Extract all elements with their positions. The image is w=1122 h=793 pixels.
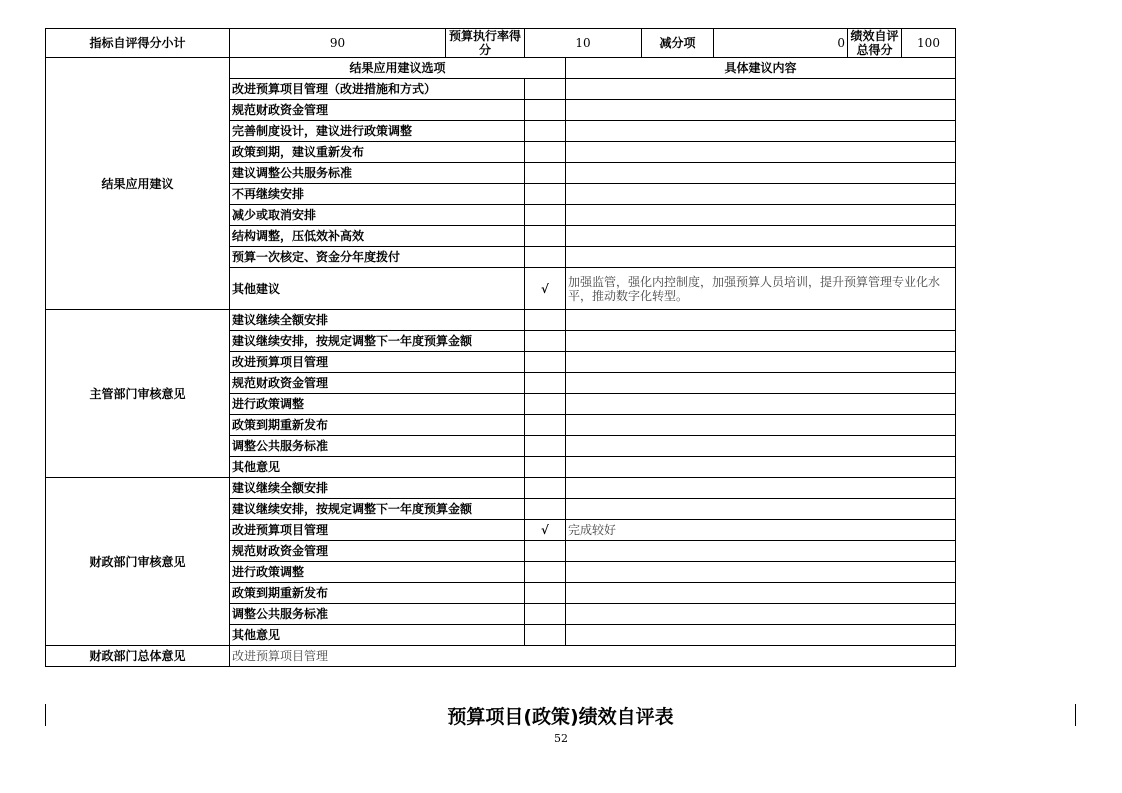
option-text: 其他意见	[230, 457, 525, 478]
check-mark	[525, 100, 566, 121]
option-text: 改进预算项目管理（改进措施和方式）	[230, 79, 525, 100]
option-text: 建议继续安排，按规定调整下一年度预算金额	[230, 499, 525, 520]
detail-content	[566, 310, 956, 331]
detail-content: 完成较好	[566, 520, 956, 541]
option-text: 政策到期重新发布	[230, 415, 525, 436]
detail-content	[566, 352, 956, 373]
option-text: 减少或取消安排	[230, 205, 525, 226]
detail-content	[566, 226, 956, 247]
section-label: 结果应用建议	[46, 58, 230, 310]
option-text: 结构调整，压低效补高效	[230, 226, 525, 247]
check-mark	[525, 352, 566, 373]
detail-content	[566, 373, 956, 394]
detail-content	[566, 121, 956, 142]
check-mark	[525, 205, 566, 226]
summary-row	[46, 29, 956, 58]
check-mark	[525, 625, 566, 646]
option-text: 规范财政资金管理	[230, 100, 525, 121]
options-header: 结果应用建议选项	[230, 58, 566, 79]
check-mark	[525, 184, 566, 205]
detail-content	[566, 562, 956, 583]
check-mark	[525, 583, 566, 604]
check-mark	[525, 121, 566, 142]
check-mark	[525, 541, 566, 562]
detail-content	[566, 100, 956, 121]
exec-rate-label: 预算执行率得分	[446, 29, 525, 58]
check-mark	[525, 394, 566, 415]
option-text: 进行政策调整	[230, 562, 525, 583]
option-text: 政策到期，建议重新发布	[230, 142, 525, 163]
check-mark	[525, 478, 566, 499]
table-row	[46, 310, 956, 331]
section-label: 主管部门审核意见	[46, 310, 230, 478]
detail-content	[566, 394, 956, 415]
detail-content: 加强监管，强化内控制度，加强预算人员培训，提升预算管理专业化水平，推动数字化转型。	[566, 268, 956, 310]
check-mark	[525, 457, 566, 478]
evaluation-table	[45, 28, 956, 667]
header-row	[46, 58, 956, 79]
detail-content	[566, 184, 956, 205]
check-mark	[525, 499, 566, 520]
total-score-value: 100	[902, 29, 956, 58]
total-score-label: 绩效自评总得分	[848, 29, 902, 58]
deduction-label: 减分项	[642, 29, 714, 58]
detail-content	[566, 478, 956, 499]
overall-row	[46, 646, 956, 667]
option-text: 改进预算项目管理	[230, 352, 525, 373]
page-number: 52	[554, 732, 568, 745]
check-mark: √	[525, 268, 566, 310]
option-text: 进行政策调整	[230, 394, 525, 415]
option-text: 完善制度设计，建议进行政策调整	[230, 121, 525, 142]
check-mark	[525, 415, 566, 436]
option-text: 建议调整公共服务标准	[230, 163, 525, 184]
check-mark	[525, 310, 566, 331]
check-mark	[525, 436, 566, 457]
option-text: 建议继续全额安排	[230, 310, 525, 331]
option-text: 不再继续安排	[230, 184, 525, 205]
check-mark	[525, 226, 566, 247]
detail-content	[566, 583, 956, 604]
bottom-frame	[45, 704, 1076, 726]
option-text: 规范财政资金管理	[230, 373, 525, 394]
check-mark	[525, 79, 566, 100]
detail-content	[566, 457, 956, 478]
indicator-score-value: 90	[230, 29, 446, 58]
overall-value: 改进预算项目管理	[230, 646, 956, 667]
section-label: 财政部门审核意见	[46, 478, 230, 646]
detail-content	[566, 142, 956, 163]
indicator-score-label: 指标自评得分小计	[46, 29, 230, 58]
table-row	[46, 478, 956, 499]
detail-content	[566, 436, 956, 457]
option-text: 政策到期重新发布	[230, 583, 525, 604]
option-text: 其他建议	[230, 268, 525, 310]
option-text: 调整公共服务标准	[230, 604, 525, 625]
option-text: 预算一次核定、资金分年度拨付	[230, 247, 525, 268]
option-text: 建议继续全额安排	[230, 478, 525, 499]
deduction-value: 0	[714, 29, 848, 58]
detail-content	[566, 499, 956, 520]
option-text: 调整公共服务标准	[230, 436, 525, 457]
check-mark	[525, 562, 566, 583]
detail-content	[566, 541, 956, 562]
detail-content	[566, 331, 956, 352]
detail-content	[566, 625, 956, 646]
option-text: 改进预算项目管理	[230, 520, 525, 541]
check-mark	[525, 331, 566, 352]
content-header: 具体建议内容	[566, 58, 956, 79]
detail-content	[566, 247, 956, 268]
exec-rate-value: 10	[525, 29, 642, 58]
detail-content	[566, 163, 956, 184]
detail-content	[566, 415, 956, 436]
detail-content	[566, 205, 956, 226]
detail-content	[566, 604, 956, 625]
check-mark: √	[525, 520, 566, 541]
check-mark	[525, 163, 566, 184]
check-mark	[525, 373, 566, 394]
document-title: 预算项目(政策)绩效自评表	[447, 706, 674, 726]
overall-label: 财政部门总体意见	[46, 646, 230, 667]
check-mark	[525, 142, 566, 163]
option-text: 规范财政资金管理	[230, 541, 525, 562]
check-mark	[525, 604, 566, 625]
option-text: 建议继续安排，按规定调整下一年度预算金额	[230, 331, 525, 352]
detail-content	[566, 79, 956, 100]
check-mark	[525, 247, 566, 268]
option-text: 其他意见	[230, 625, 525, 646]
